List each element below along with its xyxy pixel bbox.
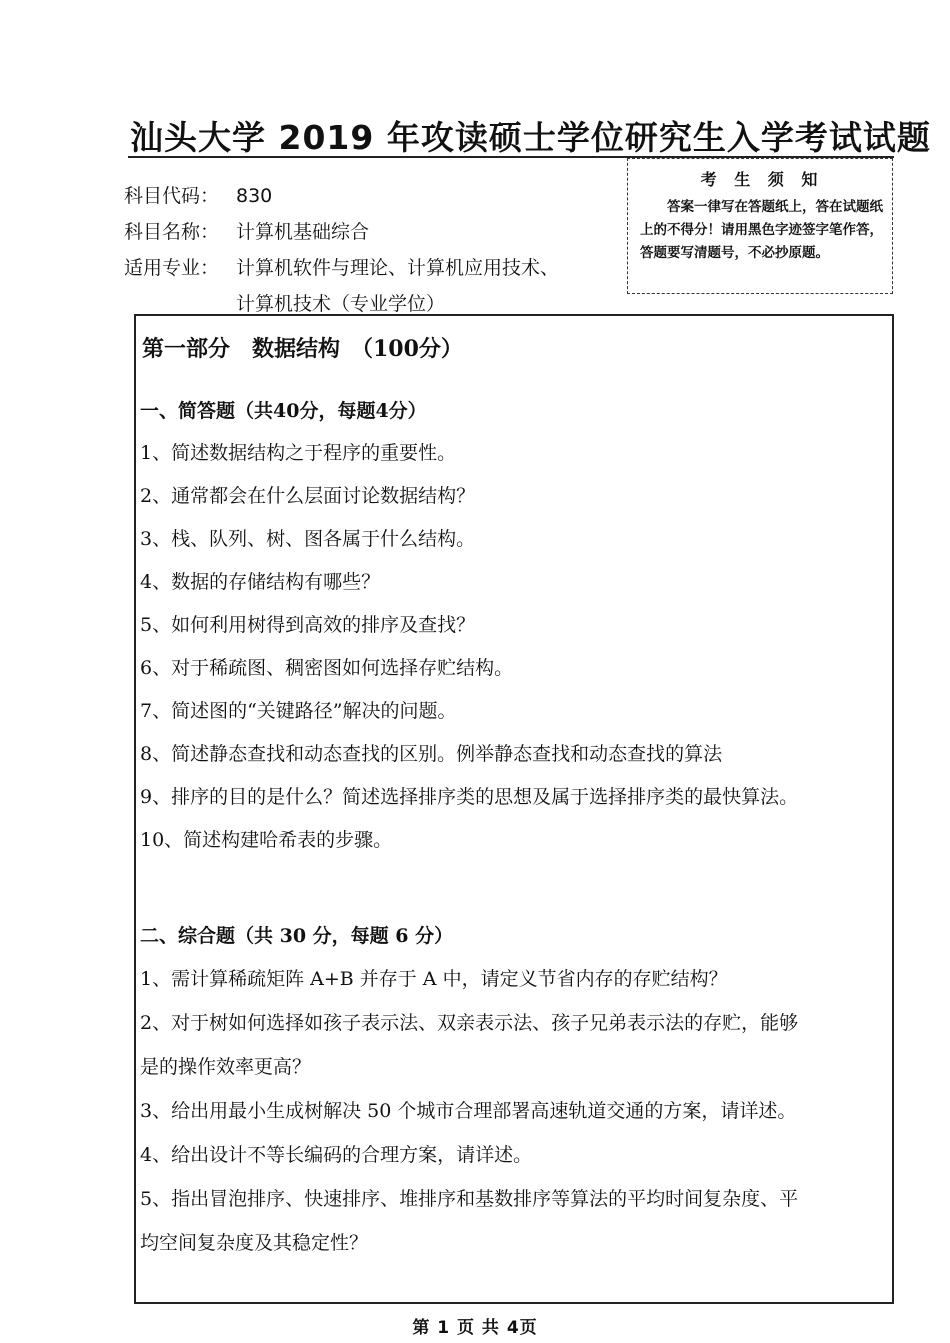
subject-name-value: 计算机基础综合 <box>236 221 370 243</box>
question-item: 7、简述图的“关键路径”解决的问题。 <box>140 700 457 722</box>
question-item: 9、排序的目的是什么？简述选择排序类的思想及属于选择排序类的最快算法。 <box>140 786 799 808</box>
page-number: 第 1 页 共 4页 <box>412 1318 538 1338</box>
major-row <box>124 250 624 286</box>
question-item: 10、简述构建哈希表的步骤。 <box>140 829 393 851</box>
subject-name-row <box>124 214 624 250</box>
candidate-notice-box <box>627 158 893 294</box>
question-item: 3、栈、队列、树、图各属于什么结构。 <box>140 528 476 550</box>
part-title: 第一部分 数据结构 （100分） <box>142 336 463 362</box>
question-item: 3、给出用最小生成树解决 50 个城市合理部署高速轨道交通的方案，请详述。 <box>140 1100 797 1122</box>
major-value-line1: 计算机软件与理论、计算机应用技术、 <box>236 257 560 279</box>
major-label: 适用专业： <box>124 257 220 279</box>
section2-title: 二、综合题（共 30 分，每题 6 分） <box>140 925 454 947</box>
question-item: 1、简述数据结构之于程序的重要性。 <box>140 442 457 464</box>
question-item-continued: 是的操作效率更高？ <box>140 1056 312 1078</box>
subject-code-label: 科目代码： <box>124 185 220 207</box>
question-item: 8、简述静态查找和动态查找的区别。例举静态查找和动态查找的算法 <box>140 743 723 765</box>
question-item: 4、数据的存储结构有哪些？ <box>140 571 381 593</box>
question-item: 5、如何利用树得到高效的排序及查找？ <box>140 614 476 636</box>
major-value-line2: 计算机技术（专业学位） <box>236 293 446 315</box>
notice-body: 答案一律写在答题纸上，答在试题纸上的不得分！请用黑色字迹签字笔作答，答题要写清题号，不必抄原题。 <box>640 199 883 261</box>
question-item: 4、给出设计不等长编码的合理方案，请详述。 <box>140 1144 533 1166</box>
notice-title: 考 生 须 知 <box>700 170 824 189</box>
subject-code-row <box>124 178 624 214</box>
subject-code-value: 830 <box>236 185 273 207</box>
question-item: 2、通常都会在什么层面讨论数据结构？ <box>140 485 476 507</box>
question-item: 1、需计算稀疏矩阵 A+B 并存于 A 中，请定义节省内存的存贮结构？ <box>140 968 728 990</box>
question-item: 6、对于稀疏图、稠密图如何选择存贮结构。 <box>140 657 514 679</box>
exam-title: 汕头大学 2019 年攻读硕士学位研究生入学考试试题 <box>130 118 931 157</box>
subject-name-label: 科目名称： <box>124 221 220 243</box>
exam-meta <box>124 178 624 322</box>
question-item: 5、指出冒泡排序、快速排序、堆排序和基数排序等算法的平均时间复杂度、平 <box>140 1188 799 1210</box>
question-item: 2、对于树如何选择如孩子表示法、双亲表示法、孩子兄弟表示法的存贮，能够 <box>140 1012 799 1034</box>
question-item-continued: 均空间复杂度及其稳定性？ <box>140 1232 369 1254</box>
section1-title: 一、简答题（共40分，每题4分） <box>140 400 427 422</box>
question-box <box>134 314 894 1304</box>
